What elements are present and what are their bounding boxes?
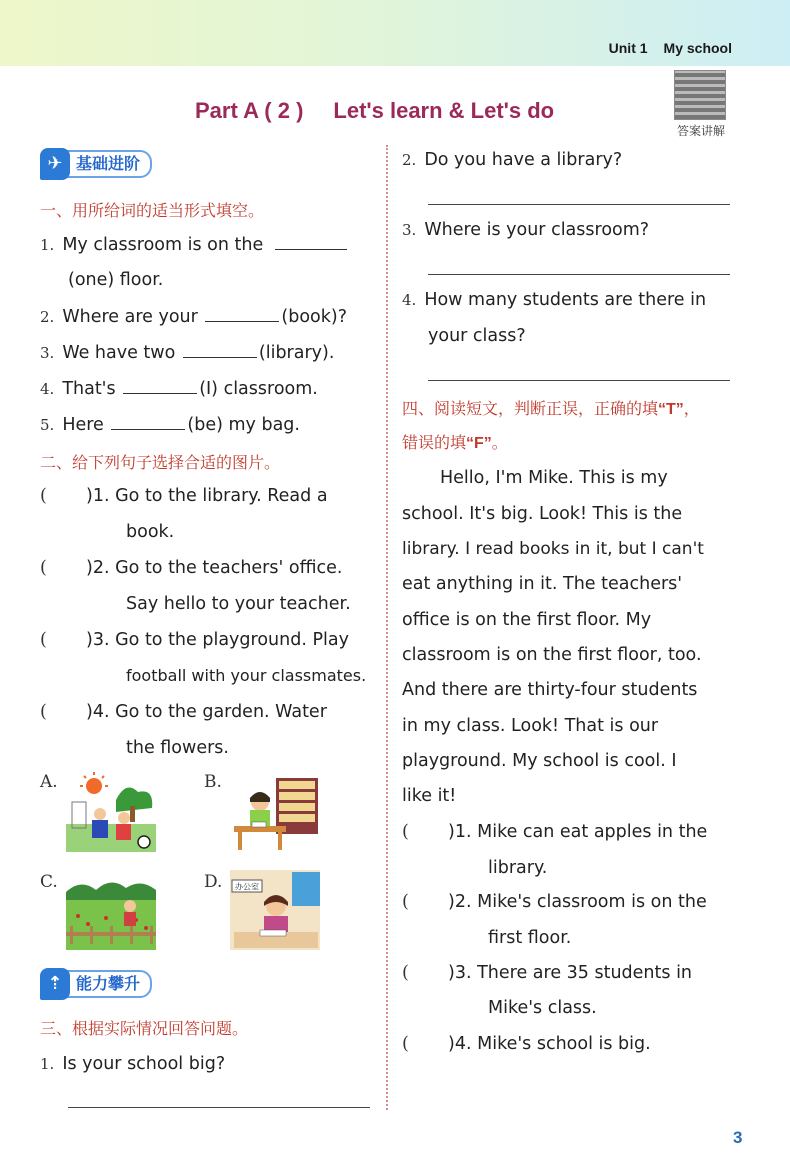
heading-true-mark: “T” bbox=[658, 401, 684, 418]
heading-text: ， bbox=[683, 399, 700, 418]
answer-paren[interactable]: ( bbox=[402, 1034, 409, 1054]
item-text: Here bbox=[62, 415, 104, 435]
answer-line[interactable] bbox=[68, 1107, 370, 1108]
climber-icon: ⇡ bbox=[40, 968, 70, 1000]
item-text: Go to the teachers' office. bbox=[115, 558, 343, 578]
item-text: Go to the garden. Water bbox=[115, 702, 327, 722]
section1-heading: 一、用所给词的适当形式填空。 bbox=[40, 201, 265, 220]
passage-line: like it! bbox=[402, 786, 457, 806]
answer-line[interactable] bbox=[428, 204, 730, 205]
section2-item-3 bbox=[40, 628, 349, 652]
page-title bbox=[195, 98, 595, 124]
passage-line: office is on the first floor. My bbox=[402, 610, 652, 630]
title-part: Part A ( 2 ) bbox=[195, 98, 304, 123]
item-text: My classroom is on the bbox=[62, 235, 264, 255]
section4-heading bbox=[402, 396, 700, 419]
item-text: Do you have a library? bbox=[424, 150, 623, 170]
garden-picture bbox=[66, 870, 156, 950]
item-number: 2. bbox=[402, 151, 417, 169]
item-text: We have two bbox=[62, 343, 176, 363]
qr-code-icon[interactable] bbox=[674, 70, 726, 120]
picture-label-b: B. bbox=[204, 772, 222, 792]
answer-line[interactable] bbox=[428, 274, 730, 275]
answer-blank[interactable] bbox=[205, 304, 279, 322]
answer-line[interactable] bbox=[428, 380, 730, 381]
answer-blank[interactable] bbox=[275, 232, 347, 250]
section3-item-4-cont: your class? bbox=[428, 326, 526, 346]
section4-item-3-cont: Mike's class. bbox=[488, 998, 597, 1018]
section3-item-3 bbox=[402, 218, 649, 242]
section2-item-2 bbox=[40, 556, 342, 580]
answer-paren[interactable]: ( bbox=[40, 558, 47, 578]
section2-item-1-cont: book. bbox=[126, 522, 175, 542]
badge-advance bbox=[40, 970, 152, 998]
section4-item-1 bbox=[402, 820, 707, 844]
item-number: 1. bbox=[40, 1055, 55, 1073]
section2-item-4 bbox=[40, 700, 327, 724]
section1-item-5 bbox=[40, 412, 300, 437]
item-text: Mike's classroom is on the bbox=[477, 892, 707, 912]
picture-label-d: D. bbox=[204, 872, 223, 892]
badge-basic-label: 基础进阶 bbox=[76, 154, 141, 173]
section4-item-2-cont: first floor. bbox=[488, 928, 572, 948]
item-number: )4. bbox=[86, 702, 110, 722]
section1-item-3 bbox=[40, 340, 334, 365]
badge-advance-label: 能力攀升 bbox=[76, 974, 141, 993]
section2-item-4-cont: the flowers. bbox=[126, 738, 229, 758]
item-number: )2. bbox=[86, 558, 110, 578]
answer-paren[interactable]: ( bbox=[402, 822, 409, 842]
section3-item-1 bbox=[40, 1052, 225, 1076]
item-number: 2. bbox=[40, 308, 55, 326]
office-sign: 办公室 bbox=[235, 882, 259, 892]
answer-paren[interactable]: ( bbox=[40, 486, 47, 506]
item-text: How many students are there in bbox=[424, 290, 707, 310]
heading-text: 错误的填 bbox=[402, 433, 467, 452]
section4-item-1-cont: library. bbox=[488, 858, 548, 878]
passage-line: And there are thirty-four students bbox=[402, 680, 698, 700]
item-number: 1. bbox=[40, 236, 55, 254]
item-text: Go to the library. Read a bbox=[115, 486, 328, 506]
item-hint: (library). bbox=[258, 343, 335, 363]
unit-name: My school bbox=[663, 40, 732, 56]
item-hint: (book)? bbox=[281, 307, 348, 327]
section1-item-1 bbox=[40, 232, 347, 257]
section2-heading: 二、给下列句子选择合适的图片。 bbox=[40, 453, 281, 472]
item-text: Where is your classroom? bbox=[424, 220, 650, 240]
section2-item-2-cont: Say hello to your teacher. bbox=[126, 594, 351, 614]
item-number: 3. bbox=[40, 344, 55, 362]
unit-label bbox=[609, 40, 732, 56]
item-text: Is your school big? bbox=[62, 1054, 226, 1074]
answer-paren[interactable]: ( bbox=[402, 892, 409, 912]
section4-heading-cont bbox=[402, 430, 508, 453]
item-number: )2. bbox=[448, 892, 472, 912]
heading-false-mark: “F” bbox=[466, 435, 492, 452]
picture-label-c: C. bbox=[40, 872, 58, 892]
item-text: Go to the playground. Play bbox=[115, 630, 349, 650]
picture-label-a: A. bbox=[40, 772, 58, 792]
item-number: )4. bbox=[448, 1034, 472, 1054]
section1-item-4 bbox=[40, 376, 318, 401]
section3-heading: 三、根据实际情况回答问题。 bbox=[40, 1019, 249, 1038]
heading-text: 。 bbox=[491, 433, 508, 452]
section2-item-1 bbox=[40, 484, 328, 508]
answer-paren[interactable]: ( bbox=[40, 702, 47, 722]
section3-item-4 bbox=[402, 288, 706, 312]
qr-caption: 答案讲解 bbox=[676, 124, 725, 138]
page-number: 3 bbox=[733, 1128, 743, 1147]
item-text: Mike's school is big. bbox=[477, 1034, 651, 1054]
passage-line: playground. My school is cool. I bbox=[402, 751, 677, 771]
item-number: )1. bbox=[448, 822, 472, 842]
item-text: Where are your bbox=[62, 307, 198, 327]
item-number: )3. bbox=[86, 630, 110, 650]
runner-icon: ✈ bbox=[40, 148, 70, 180]
section4-item-2 bbox=[402, 890, 707, 914]
library-picture bbox=[230, 772, 320, 852]
column-divider bbox=[386, 145, 388, 1110]
item-text: There are 35 students in bbox=[477, 963, 693, 983]
section3-item-2 bbox=[402, 148, 622, 172]
section1-item-2 bbox=[40, 304, 347, 329]
passage-line: eat anything in it. The teachers' bbox=[402, 574, 683, 594]
passage-line: library. I read books in it, but I can't bbox=[402, 539, 704, 559]
header-band bbox=[0, 0, 790, 66]
item-number: )1. bbox=[86, 486, 110, 506]
section1-item-1-cont: (one) floor. bbox=[68, 270, 164, 290]
passage-line: classroom is on the first floor, too. bbox=[402, 645, 702, 665]
item-hint: (I) classroom. bbox=[199, 379, 318, 399]
title-lesson: Let's learn & Let's do bbox=[333, 98, 555, 123]
answer-paren[interactable]: ( bbox=[402, 963, 409, 983]
office-picture bbox=[230, 870, 320, 950]
item-text: That's bbox=[62, 379, 116, 399]
item-text: Mike can eat apples in the bbox=[477, 822, 708, 842]
answer-blank[interactable] bbox=[123, 376, 197, 394]
item-hint: (be) my bag. bbox=[187, 415, 300, 435]
item-number: 4. bbox=[402, 291, 417, 309]
item-number: 5. bbox=[40, 416, 55, 434]
unit-number: Unit 1 bbox=[608, 40, 648, 56]
answer-blank[interactable] bbox=[111, 412, 185, 430]
heading-text: 四、阅读短文，判断正误，正确的填 bbox=[402, 399, 659, 418]
passage-line: Hello, I'm Mike. This is my bbox=[440, 468, 668, 488]
badge-basic bbox=[40, 150, 152, 178]
item-number: )3. bbox=[448, 963, 472, 983]
item-number: 4. bbox=[40, 380, 55, 398]
passage-line: school. It's big. Look! This is the bbox=[402, 504, 683, 524]
section4-item-4 bbox=[402, 1032, 651, 1056]
item-number: 3. bbox=[402, 221, 417, 239]
answer-blank[interactable] bbox=[183, 340, 257, 358]
playground-picture bbox=[66, 772, 156, 852]
passage-line: in my class. Look! That is our bbox=[402, 716, 659, 736]
section2-item-3-cont: football with your classmates. bbox=[126, 666, 367, 685]
answer-paren[interactable]: ( bbox=[40, 630, 47, 650]
section4-item-3 bbox=[402, 961, 692, 985]
